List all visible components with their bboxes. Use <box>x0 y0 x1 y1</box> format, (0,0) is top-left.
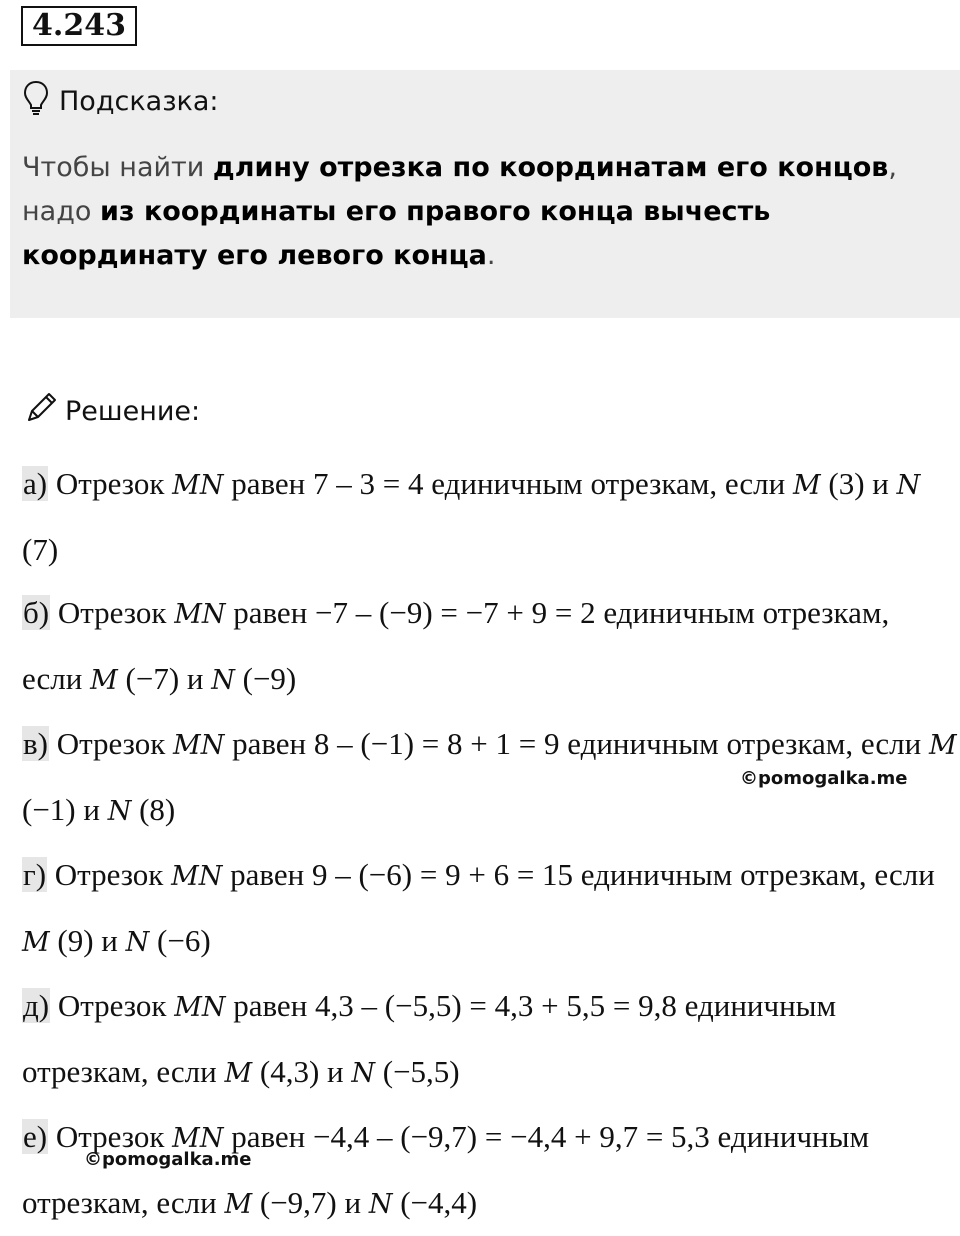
item-text: равен 7 – 3 = 4 единичным отрезкам, если <box>223 466 793 501</box>
solution-item <box>22 1105 957 1236</box>
item-letter: е) <box>23 1119 48 1154</box>
item-text: Отрезок <box>48 726 174 761</box>
hint-text-bold: длину отрезка по координатам его концов <box>212 152 889 183</box>
math-var: MN <box>174 599 226 630</box>
solution-item <box>22 974 957 1105</box>
item-text: (−9) <box>234 660 297 696</box>
item-text: Отрезок <box>50 988 175 1023</box>
solution-list <box>22 452 957 1236</box>
item-letter: в) <box>23 726 48 761</box>
math-var: M <box>22 926 50 958</box>
solution-item <box>22 581 957 712</box>
item-letter: б) <box>23 595 50 630</box>
item-text: равен 4,3 – (−5,5) = 4,3 + 5,5 = 9,8 единичным отрезкам, если <box>22 988 837 1089</box>
hint-header <box>23 81 219 121</box>
item-text: равен 9 – (−6) = 9 + 6 = 15 единичным отрезкам, если <box>222 857 935 892</box>
watermark: ©pomogalka.me <box>740 768 908 789</box>
item-text: Отрезок <box>48 1119 173 1154</box>
math-var: N <box>368 1188 393 1220</box>
math-var: MN <box>172 470 224 501</box>
math-var: N <box>125 926 150 958</box>
solution-item <box>22 452 957 581</box>
item-letter: а) <box>23 466 48 501</box>
task-number: 4.243 <box>21 6 137 46</box>
item-text: (8) <box>131 791 176 827</box>
math-var: M <box>90 664 118 696</box>
item-text: (−5,5) <box>375 1053 460 1089</box>
math-var: MN <box>172 1123 224 1154</box>
hint-text-bold: из координаты его правого конца вычесть координату его левого конца <box>22 196 771 271</box>
math-var: M <box>224 1188 253 1220</box>
item-text: равен −4,4 – (−9,7) = −4,4 + 9,7 = 5,3 единичным отрезкам, если <box>22 1119 870 1220</box>
item-text: равен −7 – (−9) = −7 + 9 = 2 единичным отрезкам, если <box>22 595 890 696</box>
item-letter: д) <box>23 988 50 1023</box>
math-var: MN <box>171 861 223 892</box>
math-var: MN <box>173 730 225 761</box>
item-text: (4,3) и <box>252 1053 352 1089</box>
item-text: (−9,7) и <box>252 1184 369 1220</box>
item-text: (3) и <box>820 466 897 501</box>
item-text: (7) <box>22 531 59 567</box>
watermark: ©pomogalka.me <box>84 1149 252 1170</box>
hint-text-part: , надо <box>22 152 897 227</box>
math-var: M <box>928 730 957 761</box>
lightbulb-icon <box>23 80 49 123</box>
item-text: (−1) и <box>22 791 108 827</box>
hint-text <box>22 146 942 278</box>
pencil-icon <box>23 390 59 433</box>
math-var: N <box>211 664 235 696</box>
solution-header <box>23 391 200 431</box>
item-text: Отрезок <box>50 595 175 630</box>
hint-text-part: . <box>486 240 496 271</box>
math-var: M <box>793 470 821 501</box>
item-letter: г) <box>23 857 47 892</box>
solution-item <box>22 843 957 974</box>
item-text: равен 8 – (−1) = 8 + 1 = 9 единичным отрезкам, если <box>224 726 929 761</box>
item-text: Отрезок <box>47 857 172 892</box>
item-text: (−4,4) <box>392 1184 478 1220</box>
item-text: (−7) и <box>117 660 212 696</box>
item-text: Отрезок <box>48 466 173 501</box>
math-var: M <box>224 1057 253 1089</box>
hint-text-part: Чтобы найти <box>22 152 213 183</box>
math-var: MN <box>174 992 226 1023</box>
math-var: N <box>896 470 921 501</box>
math-var: N <box>351 1057 375 1089</box>
hint-title: Подсказка: <box>59 85 219 117</box>
solution-title: Решение: <box>65 395 201 427</box>
item-text: (9) и <box>49 922 126 958</box>
item-text: (−6) <box>149 922 211 958</box>
math-var: N <box>107 795 132 827</box>
